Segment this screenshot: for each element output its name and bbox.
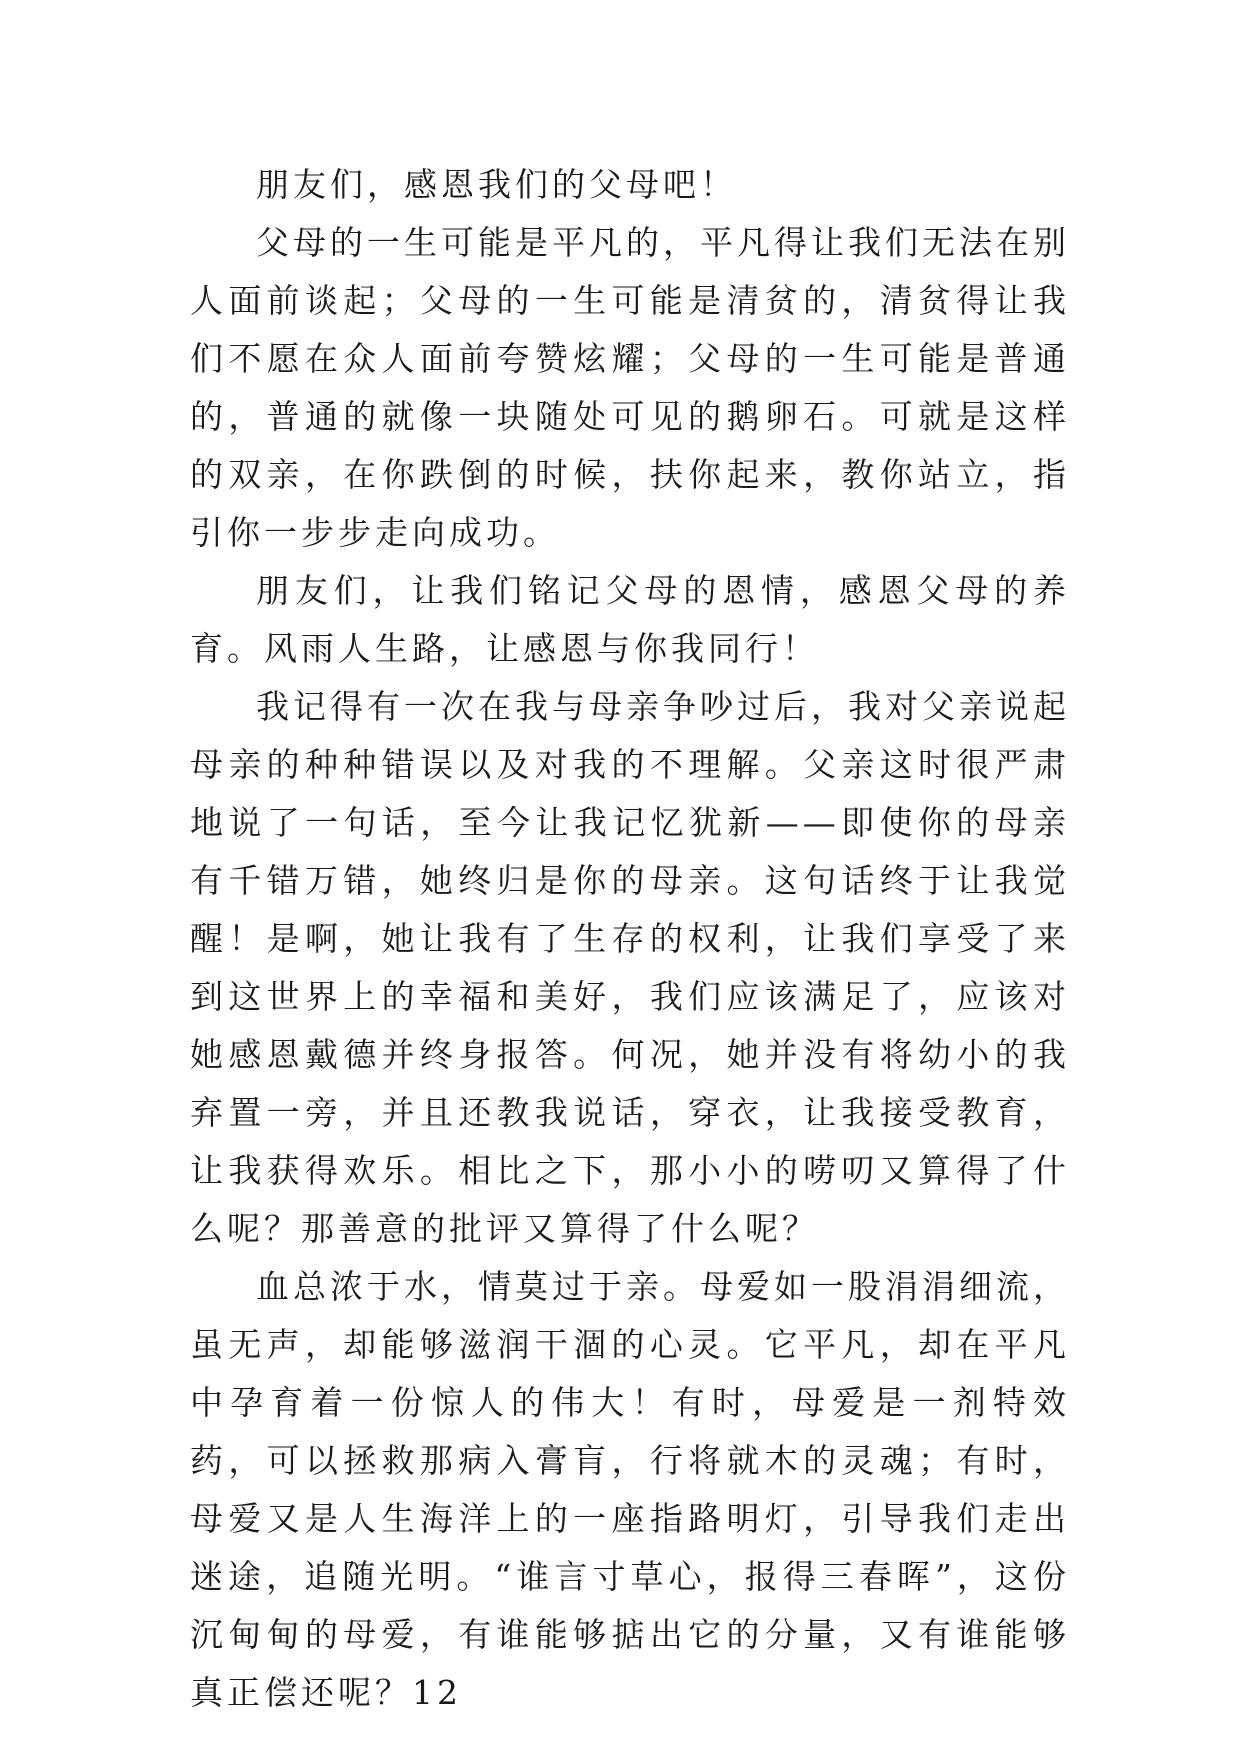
paragraph-5: 血总浓于水，情莫过于亲。母爱如一股涓涓细流，虽无声，却能够滋润干涸的心灵。它平凡，却在平凡中孕育着一份惊人的伟大！有时，母爱是一剂特效药，可以拯救那病入膏肓，行将就木的灵魂；有时，母爱又是人生海洋上的一座指路明灯，引导我们走出迷途，追随光明。“谁言寸草心，报得三春晖”，这份沉甸甸的母爱，有谁能够掂出它的分量，又有谁能够真正偿还呢？12 <box>190 1267 1070 1712</box>
paragraph-1: 朋友们，感恩我们的父母吧！ <box>256 165 737 204</box>
paragraph-4: 我记得有一次在我与母亲争吵过后，我对父亲说起母亲的种种错误以及对我的不理解。父亲这时很严肃地说了一句话，至今让我记忆犹新——即使你的母亲有千错万错，她终归是你的母亲。这句话终于让我觉醒！是啊，她让我有了生存的权利，让我们享受了来到这世界上的幸福和美好，我们应该满足了，应该对她感恩戴德并终身报答。何况，她并没有将幼小的我弃置一旁，并且还教我说话，穿衣，让我接受教育，让我获得欢乐。相比之下，那小小的唠叨又算得了什么呢？那善意的批评又算得了什么呢？ <box>190 687 1070 1248</box>
document-body <box>190 156 1070 1722</box>
paragraph-2: 父母的一生可能是平凡的，平凡得让我们无法在别人面前谈起；父母的一生可能是清贫的，清贫得让我们不愿在众人面前夸赞炫耀；父母的一生可能是普通的，普通的就像一块随处可见的鹅卵石。可就是这样的双亲，在你跌倒的时候，扶你起来，教你站立，指引你一步步走向成功。 <box>190 223 1070 552</box>
paragraph-3: 朋友们，让我们铭记父母的恩情，感恩父母的养育。风雨人生路，让感恩与你我同行！ <box>190 571 1070 668</box>
